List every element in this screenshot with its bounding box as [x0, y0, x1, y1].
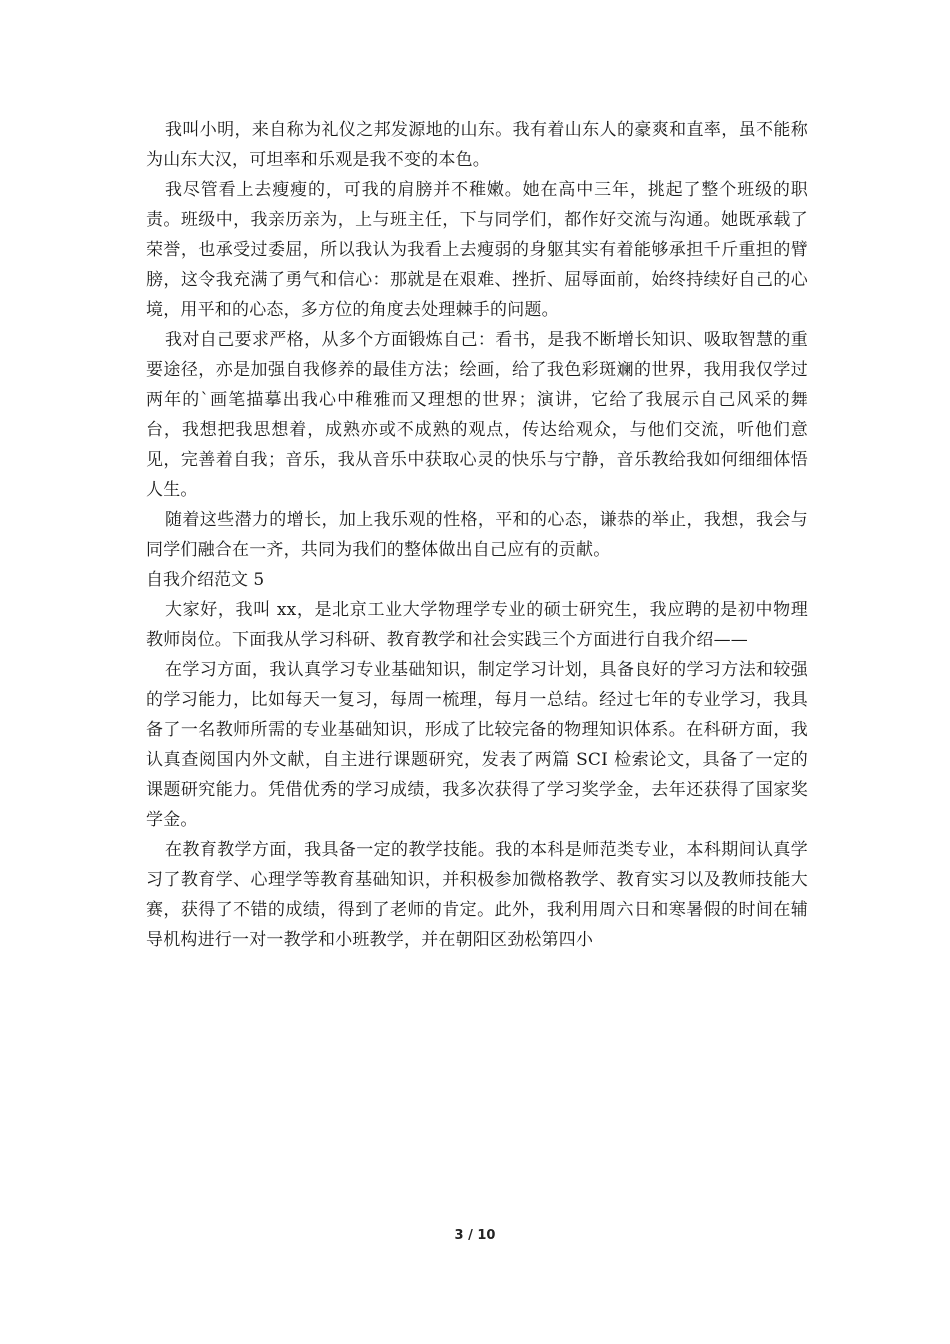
paragraph-5: 大家好，我叫 xx，是北京工业大学物理学专业的硕士研究生，我应聘的是初中物理教师岗位。下面我从学习科研、教育教学和社会实践三个方面进行自我介绍——	[146, 600, 808, 650]
paragraph-3: 我对自己要求严格，从多个方面锻炼自己：看书，是我不断增长知识、吸取智慧的重要途径，亦是加强自我修养的最佳方法；绘画，给了我色彩斑斓的世界，我用我仅学过两年的`画笔描摹出我心中稚雅而又理想的世界；演讲，它给了我展示自己风采的舞台，我想把我思想着，成熟亦或不成熟的观点，传达给观众，与他们交流，听他们意见，完善着自我；音乐，我从音乐中获取心灵的快乐与宁静，音乐教给我如何细细体悟人生。	[146, 330, 808, 500]
document-body	[146, 115, 808, 955]
paragraph-4: 随着这些潜力的增长，加上我乐观的性格，平和的心态，谦恭的举止，我想，我会与同学们融合在一齐，共同为我们的整体做出自己应有的贡献。	[146, 510, 808, 560]
paragraph-6: 在学习方面，我认真学习专业基础知识，制定学习计划，具备良好的学习方法和较强的学习能力，比如每天一复习，每周一梳理，每月一总结。经过七年的专业学习，我具备了一名教师所需的专业基础知识，形成了比较完备的物理知识体系。在科研方面，我认真查阅国内外文献，自主进行课题研究，发表了两篇 SCI 检索论文，具备了一定的课题研究能力。凭借优秀的学习成绩，我多次获得了学习奖学金，去年还获得了国家奖学金。	[146, 660, 808, 830]
section-heading: 自我介绍范文 5	[146, 570, 265, 590]
paragraph-1: 我叫小明，来自称为礼仪之邦发源地的山东。我有着山东人的豪爽和直率，虽不能称为山东大汉，可坦率和乐观是我不变的本色。	[146, 120, 808, 170]
paragraph-2: 我尽管看上去瘦瘦的，可我的肩膀并不稚嫩。她在高中三年，挑起了整个班级的职责。班级中，我亲历亲为，上与班主任，下与同学们，都作好交流与沟通。她既承载了荣誉，也承受过委屈，所以我认为我看上去瘦弱的身躯其实有着能够承担千斤重担的臂膀，这令我充满了勇气和信心：那就是在艰难、挫折、屈辱面前，始终持续好自己的心境，用平和的心态，多方位的角度去处理棘手的问题。	[146, 180, 808, 320]
paragraph-7: 在教育教学方面，我具备一定的教学技能。我的本科是师范类专业，本科期间认真学习了教育学、心理学等教育基础知识，并积极参加微格教学、教育实习以及教师技能大赛，获得了不错的成绩，得到了老师的肯定。此外，我利用周六日和寒暑假的时间在辅导机构进行一对一教学和小班教学，并在朝阳区劲松第四小	[146, 840, 808, 950]
page-number: 3 / 10	[454, 1228, 496, 1243]
